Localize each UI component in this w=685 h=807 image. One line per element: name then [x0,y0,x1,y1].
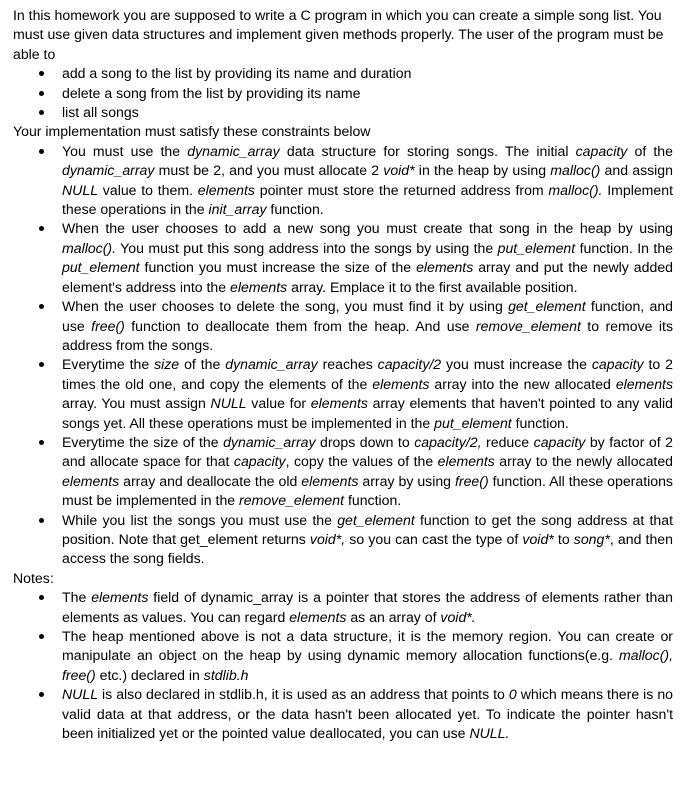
italic-term: elements [416,259,474,276]
abilities-list [13,64,673,122]
italic-term: capacity [575,142,628,159]
italic-term: NULL [62,686,99,703]
italic-term: malloc(). [548,181,603,198]
italic-term: init_array [208,201,267,218]
italic-term: elements [310,395,368,412]
constraints-heading: Your implementation must satisfy these constraints below [13,123,371,140]
italic-term: put_element [497,239,576,256]
list-item: delete a song from the list by providing its name [13,84,673,103]
intro-paragraph: In this homework you are supposed to write a C program in which you can create a simple song list. You must use given data structures and implement given methods properly. The user of the program must be able to [13,7,664,62]
italic-term: dynamic_array [223,433,316,450]
italic-term: elements [615,375,673,392]
italic-term: elements [197,181,255,198]
list-item: While you list the songs you must use the get_element function to get the song address at that position. Note that get_element returns void*, so you can cast the type of void* to song*, and then access the song fields. [13,511,673,569]
italic-term: remove_element [239,492,345,509]
italic-term: stdlib.h [203,666,249,683]
list-item: The heap mentioned above is not a data structure, it is the memory region. You can create or manipulate an object on the heap by using dynamic memory allocation functions(e.g. malloc(), free() etc.) declared in stdlib.h [13,627,673,685]
italic-term: song* [573,530,610,547]
italic-term: capacity [591,356,644,373]
italic-term: malloc(). [62,239,117,256]
list-item: When the user chooses to add a new song you must create that song in the heap by using malloc(). You must put this song address into the songs by using the put_element function. In the put_element function you must increase the size of the elements array and put the newly added element's address into the elements array. Emplace it to the first available position. [13,219,673,297]
italic-term: elements [230,278,288,295]
italic-term: malloc(), free() [62,647,673,683]
italic-term: free() [91,317,125,334]
italic-term: NULL [210,395,247,412]
italic-term: elements [437,453,495,470]
italic-term: size [154,356,180,373]
italic-term: NULL [62,181,99,198]
italic-term: void*, [309,530,346,547]
italic-term: remove_element [475,317,581,334]
list-item: NULL is also declared in stdlib.h, it is used as an address that points to 0 which means there is no valid data at that address, or the data hasn't been allocated yet. To indicate the pointer hasn't been initialized yet or the pointed value deallocated, you can use NULL. [13,685,673,743]
list-item: list all songs [13,103,673,122]
italic-term: NULL. [469,725,510,742]
italic-term: dynamic_array [225,356,318,373]
list-item: The elements field of dynamic_array is a pointer that stores the address of elements rather than elements as values. You can regard elements as an array of void*. [13,588,673,627]
list-item: You must use the dynamic_array data structure for storing songs. The initial capacity of the dynamic_array must be 2, and you must allocate 2 void* in the heap by using malloc() and assign NULL value to them. elements pointer must store the returned address from malloc(). Implement these operations in the init_array function. [13,142,673,220]
italic-term: void* [522,530,554,547]
notes-heading: Notes: [13,569,54,586]
italic-term: malloc() [550,162,601,179]
list-item: Everytime the size of the dynamic_array reaches capacity/2 you must increase the capacity to 2 times the old one, and copy the elements of the elements array into the new allocated elements array. You must assign NULL value for elements array elements that haven't pointed to any valid songs yet. All these operations must be implemented in the put_element function. [13,355,673,433]
list-item: When the user chooses to delete the song, you must find it by using get_element function, and use free() function to deallocate them from the heap. And use remove_element to remove its address from the songs. [13,297,673,355]
list-item: add a song to the list by providing its name and duration [13,64,673,83]
list-item: Everytime the size of the dynamic_array drops down to capacity/2, reduce capacity by factor of 2 and allocate space for that capacity, copy the values of the elements array to the newly allocated elements array and deallocate the old elements array by using free() function. All these operations must be implemented in the remove_element function. [13,433,673,511]
italic-term: capacity/2, [414,433,482,450]
italic-term: elements [62,472,120,489]
italic-term: dynamic_array [187,142,280,159]
italic-term: get_element [337,511,415,528]
italic-term: put_element [62,259,140,276]
italic-term: elements [289,608,347,625]
italic-term: capacity [533,433,586,450]
italic-term: void* [383,162,415,179]
italic-term: elements [91,589,149,606]
italic-term: get_element [508,298,586,315]
italic-term: elements [372,375,430,392]
notes-list [13,588,673,743]
italic-term: dynamic_array [62,162,155,179]
italic-term: 0 [508,686,517,703]
constraints-list [13,142,673,569]
italic-term: put_element [434,414,512,431]
italic-term: capacity [233,453,286,470]
italic-term: capacity/2 [377,356,442,373]
italic-term: void*. [440,608,476,625]
italic-term: free() [454,472,489,489]
italic-term: elements [301,472,359,489]
